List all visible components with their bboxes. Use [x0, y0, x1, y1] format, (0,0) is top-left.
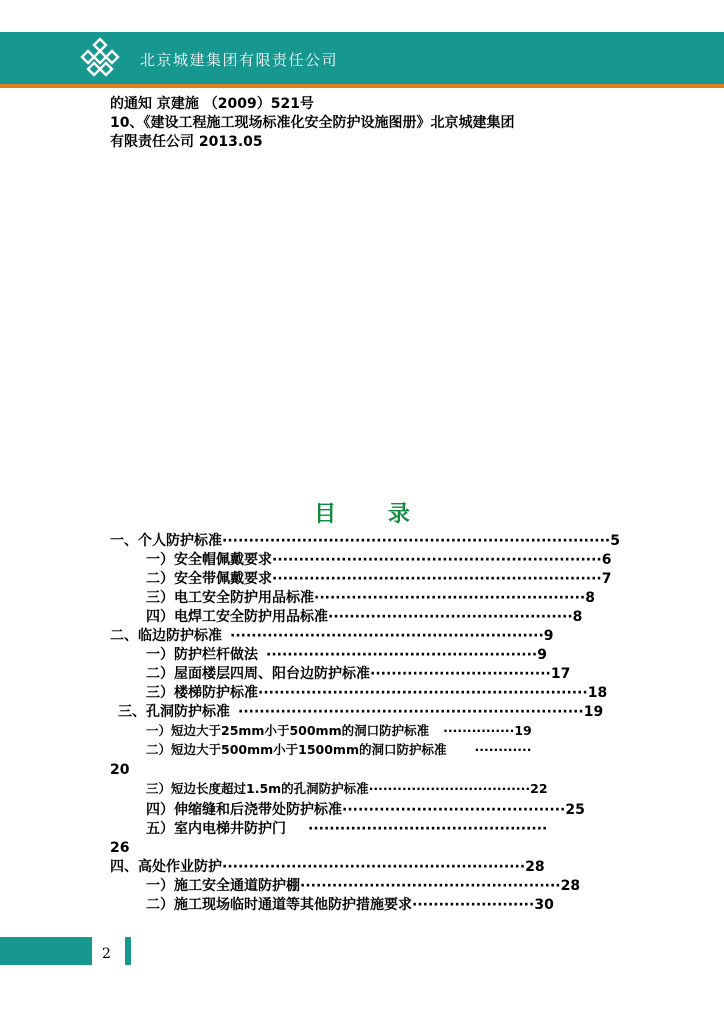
toc-entry-page: 30: [534, 897, 554, 913]
toc-entry-page: 17: [550, 666, 571, 682]
toc-entry-leader: ···················································: [314, 590, 586, 606]
toc-entry-label: 三、孔洞防护标准: [118, 704, 230, 720]
toc-entry-label: 二、临边防护标准: [110, 628, 222, 644]
toc-entry-label: 一、个人防护标准: [110, 533, 222, 549]
toc-entry-page: 7: [601, 571, 612, 587]
company-logo-icon: [80, 37, 120, 81]
toc-entry-leader: ·························································: [222, 859, 526, 875]
toc-entry-label: 三）楼梯防护标准: [146, 685, 258, 701]
toc-entry-label: 二）短边大于500mm小于1500mm的洞口防护标准: [146, 742, 447, 757]
toc-entry-leader: ···············: [443, 723, 515, 738]
toc-entry-leader: ·············································: [308, 821, 548, 837]
toc-entry-label: 一）施工安全通道防护棚: [146, 878, 300, 894]
toc-entry[interactable]: [110, 858, 545, 876]
toc-entry[interactable]: [146, 589, 595, 607]
toc-entry-leader: ······························································: [272, 552, 602, 568]
toc-entry-leader: ·················································: [300, 878, 561, 894]
toc-entry-page: 9: [543, 628, 554, 644]
toc-entry[interactable]: [118, 703, 603, 721]
toc-entry-page: 18: [587, 685, 608, 701]
toc-entry-page: 6: [601, 552, 612, 568]
toc-entry[interactable]: [146, 896, 554, 914]
toc-entry-page: 26: [110, 840, 130, 856]
toc-entry-label: 三）短边长度超过1.5m的孔洞防护标准: [146, 781, 369, 796]
toc-entry-page: 25: [565, 802, 585, 818]
toc-entry-page: 19: [514, 723, 532, 738]
toc-entry-leader: ···························································: [230, 628, 544, 644]
toc-entry-page: 8: [585, 590, 595, 606]
toc-entry-label: 一）安全帽佩戴要求: [146, 552, 272, 568]
toc-entry-page-wrap: [110, 839, 129, 857]
toc-entry-leader: ·································································: [238, 704, 584, 720]
toc-entry-label: 二）屋面楼层四周、阳台边防护标准: [146, 666, 370, 682]
header-accent-line: [0, 84, 724, 88]
toc-entry[interactable]: [146, 801, 585, 819]
toc-entry-label: 一）短边大于25mm小于500mm的洞口防护标准: [146, 723, 430, 738]
toc-entry-label: 二）施工现场临时通道等其他防护措施要求: [146, 897, 412, 913]
toc-entry-page: 9: [537, 647, 547, 663]
toc-entry-leader: ······························································: [272, 571, 602, 587]
intro-text: [110, 95, 514, 152]
toc-entry[interactable]: [146, 741, 531, 759]
toc-entry-leader: ·······················: [412, 897, 535, 913]
toc-entry-page: 28: [560, 878, 581, 894]
toc-entry-page: 5: [610, 533, 620, 549]
toc-entry[interactable]: [146, 570, 612, 588]
toc-entry-label: 四、高处作业防护: [110, 859, 222, 875]
company-name: 北京城建集团有限责任公司: [140, 51, 339, 69]
footer-band: [0, 937, 92, 965]
toc-entry-leader: ··································: [368, 781, 531, 796]
toc-entry-label: 四）伸缩缝和后浇带处防护标准: [146, 802, 342, 818]
toc-entry-label: 一）防护栏杆做法: [146, 647, 258, 663]
toc-entry-label: 五）室内电梯井防护门: [146, 821, 286, 837]
toc-entry-page: 20: [110, 762, 130, 778]
page-number: 2: [102, 946, 111, 962]
toc-entry[interactable]: [146, 646, 547, 664]
toc-entry[interactable]: [110, 627, 554, 645]
intro-line: 有限责任公司 2013.05: [110, 134, 263, 150]
toc-entry-leader: ···················································: [266, 647, 538, 663]
toc-entry-page: 19: [583, 704, 604, 720]
toc-title: 目 录: [314, 502, 432, 527]
toc-entry-label: 四）电焊工安全防护用品标准: [146, 609, 328, 625]
toc-entry-leader: ··············································: [328, 609, 573, 625]
toc-entry-leader: ············: [474, 742, 532, 757]
toc-entry[interactable]: [146, 722, 532, 740]
toc-entry[interactable]: [146, 665, 570, 683]
toc-entry-label: 二）安全带佩戴要求: [146, 571, 272, 587]
toc-entry[interactable]: [110, 532, 620, 550]
footer-marker: [125, 937, 131, 965]
intro-line: 10、《建设工程施工现场标准化安全防护设施图册》北京城建集团: [110, 115, 515, 131]
toc-entry-leader: ··········································: [342, 802, 566, 818]
toc-entry[interactable]: [146, 608, 582, 626]
toc-entry[interactable]: [146, 684, 607, 702]
toc-entry[interactable]: [146, 820, 547, 838]
toc-entry-page-wrap: [110, 761, 129, 779]
toc-entry-leader: ··································: [370, 666, 551, 682]
toc-entry-leader: ·········································································: [222, 533, 611, 549]
toc-entry-label: 三）电工安全防护用品标准: [146, 590, 314, 606]
toc-entry-page: 28: [525, 859, 545, 875]
intro-line: 的通知 京建施 （2009）521号: [110, 96, 314, 112]
toc-entry[interactable]: [146, 551, 612, 569]
toc-entry-page: 22: [530, 781, 548, 796]
toc-entry-page: 8: [572, 609, 583, 625]
toc-entry[interactable]: [146, 877, 580, 895]
toc-entry-leader: ······························································: [258, 685, 588, 701]
toc-entry[interactable]: [146, 780, 548, 798]
